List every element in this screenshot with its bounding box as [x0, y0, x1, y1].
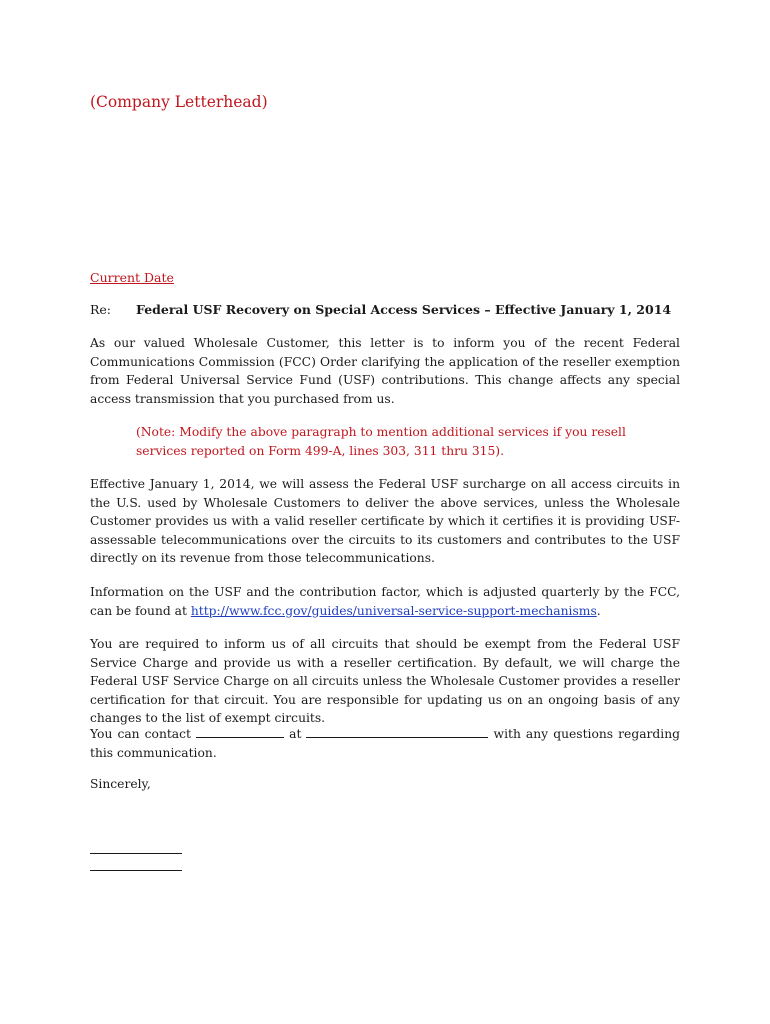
re-label: Re:	[90, 302, 112, 317]
contact-paragraph	[90, 725, 680, 762]
info-end: .	[596, 603, 601, 618]
closing: Sincerely,	[90, 777, 151, 791]
note-paragraph: (Note: Modify the above paragraph to mention additional services if you resell services reported on Form 499-A, lines 303, 311 thru 315).	[136, 425, 626, 458]
subject-line	[90, 302, 671, 317]
contact-at: at	[284, 727, 307, 741]
signature-line[interactable]	[90, 853, 182, 854]
contact-info-blank[interactable]	[306, 725, 488, 738]
current-date: Current Date	[90, 270, 174, 285]
intro-paragraph: As our valued Wholesale Customer, this letter is to inform you of the recent Federal Communications Commission (FCC) Order clarifying the application of the reseller exemption from Federal Universal Service Fund (USF) contributions. This change affects any special access transmission that you purchased from us.	[90, 336, 680, 406]
contact-end: with any questions regarding this communication.	[90, 727, 680, 760]
contact-start: You can contact	[90, 727, 197, 741]
info-text: Information on the USF and the contribution factor, which is adjusted quarterly by the FCC, can be found at	[90, 585, 680, 618]
company-letterhead: (Company Letterhead)	[90, 93, 268, 111]
re-subject: Federal USF Recovery on Special Access Services – Effective January 1, 2014	[136, 302, 672, 317]
info-paragraph	[90, 583, 680, 620]
fcc-link[interactable]: http://www.fcc.gov/guides/universal-service-support-mechanisms	[190, 603, 597, 618]
effective-paragraph: Effective January 1, 2014, we will assess the Federal USF surcharge on all access circuits in the U.S. used by Wholesale Customers to deliver the above services, unless the Wholesale Customer provides us with a valid reseller certificate by which it certifies it is providing USF-assessable telecommunications over the circuits to its customers and contributes to the USF directly on its revenue from those telecommunications.	[90, 477, 680, 566]
name-line[interactable]	[90, 870, 182, 871]
required-paragraph: You are required to inform us of all circuits that should be exempt from the Federal USF Service Charge and provide us with a reseller certification. By default, we will charge the Federal USF Service Charge on all circuits unless the Wholesale Customer provides a reseller certification for that circuit. You are responsible for updating us on an ongoing basis of any changes to the list of exempt circuits.	[90, 637, 680, 726]
contact-name-blank[interactable]	[196, 725, 284, 738]
